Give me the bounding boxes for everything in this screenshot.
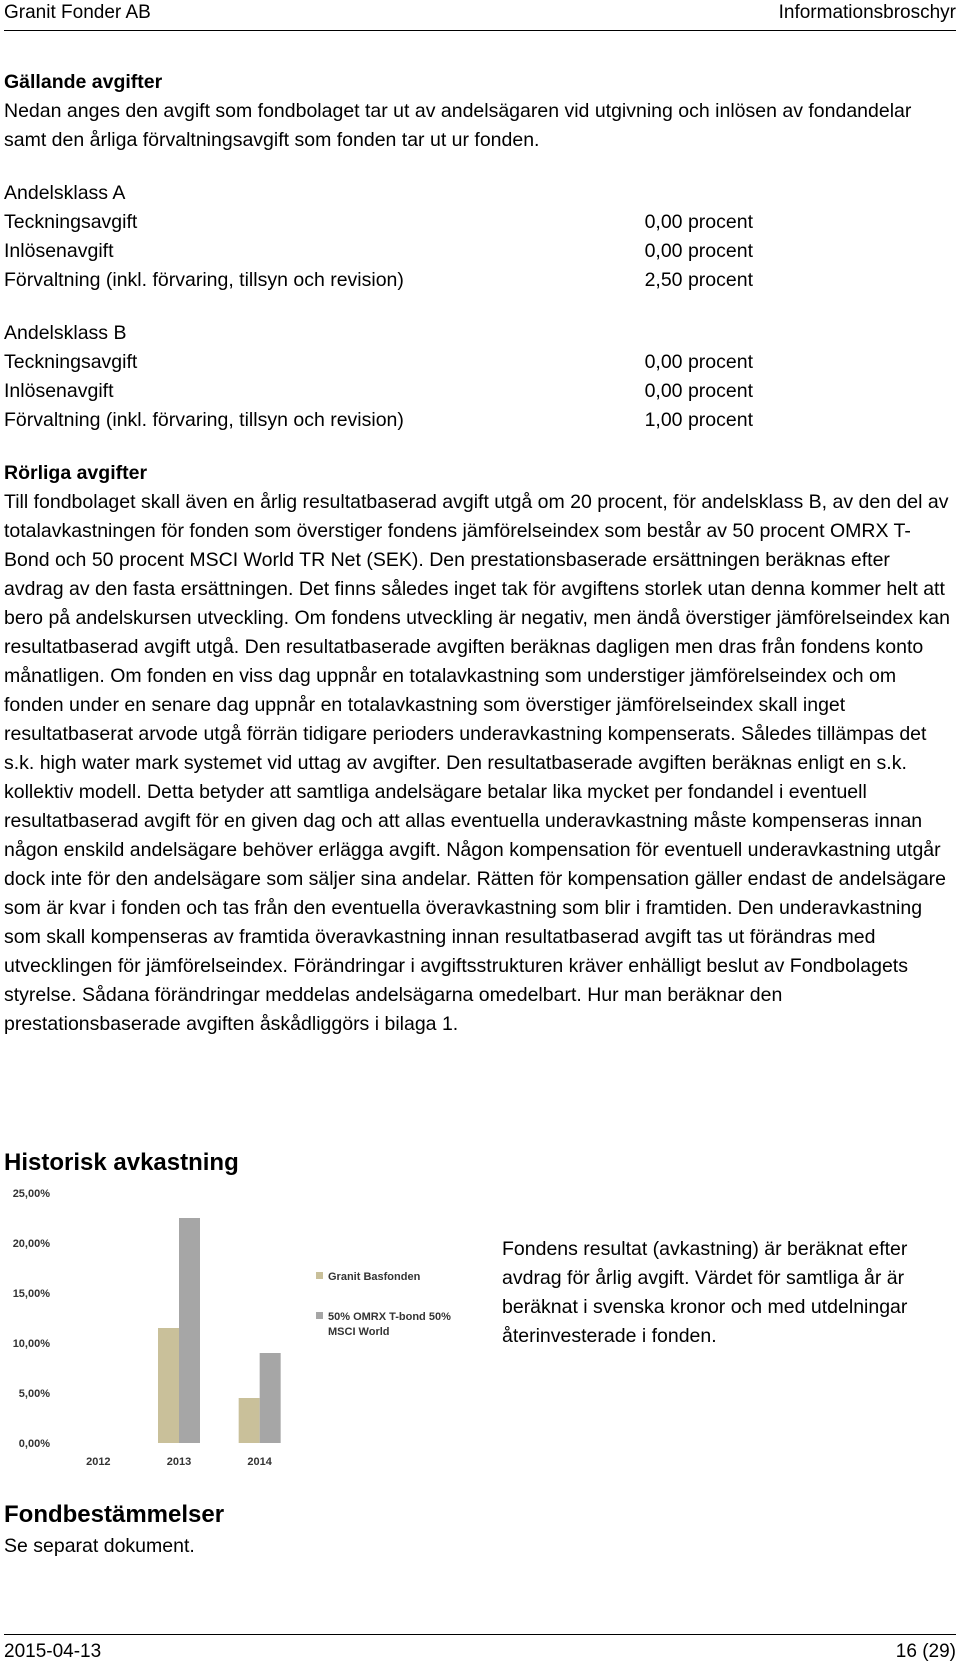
fee-class-b-name: Andelsklass B [4,322,127,344]
fee-value: 1,00 procent [644,409,753,431]
document-title: Informationsbroschyr [778,2,956,23]
current-fees-heading: Gällande avgifter [4,71,163,93]
page-footer [4,1634,956,1667]
y-tick-label: 15,00% [12,1288,50,1300]
fee-class-a [4,179,954,295]
y-tick-label: 5,00% [18,1388,50,1400]
fee-class-name [4,319,954,348]
legend-label: MSCI World [328,1326,390,1338]
fee-value: 0,00 procent [644,211,753,233]
fee-row [4,266,954,295]
x-tick-label: 2012 [86,1456,111,1468]
bar [239,1398,260,1443]
legend-label: Granit Basfonden [328,1271,421,1283]
fee-row [4,406,954,435]
fee-value: 0,00 procent [644,240,753,262]
fee-row [4,208,954,237]
x-tick-label: 2013 [166,1456,192,1468]
fee-label: Teckningsavgift [4,211,138,233]
main-content [4,68,954,1039]
fee-class-a-name: Andelsklass A [4,182,126,204]
page-header [4,0,956,31]
fee-label: Förvaltning (inkl. förvaring, tillsyn och revision) [4,409,404,431]
rules-heading: Fondbestämmelser [4,1501,225,1528]
fee-row [4,377,954,406]
history-chart [0,1185,480,1490]
legend-swatch [316,1272,323,1279]
variable-fees-text: Till fondbolaget skall även en årlig resultatbaserad avgift utgå om 20 procent, för andelsklass B, av den del av totalavkastningen för fonden som överstiger fondens jämförelseindex som består av 50 procent OMRX T-Bond och 50 procent MSCI World TR Net (SEK). Den prestationsbaserade ersättningen beräknas efter avdrag av den fasta ersättningen. Det finns således inget tak för avgiftens storlek utan denna kommer helt att bero på andelskursen utveckling. Om fondens utveckling är negativ, men ändå överstiger jämförelseindex kan resultatbaserad avgift utgå. Den resultatbaserade avgiften beräknas dagligen men dras från fondens konto månatligen. Om fonden en viss dag uppnår en totalavkastning som understiger jämförelseindex och om fonden under en senare dag uppnår en totalavkastning som överstiger jämförelseindex skall inget resultatbaserat arvode utgå förrän tidigare perioders underavkastning kompenserats. Således tillämpas det s.k. high water mark systemet vid uttag av avgifter. Den resultatbaserade avgiften beräknas enligt en s.k. kollektiv modell. Detta betyder att samtliga andelsägare betalar lika mycket per fondandel i eventuell resultatbaserad avgift för en given dag och att allas eventuella underavkastning måste kompenseras innan någon enskild andelsägare behöver erlägga avgift. Någon kompensation för eventuell underavkastning utgår dock inte för den andelsägare som säljer sina andelar. Rätten för kompensation gäller endast de andelsägare som är kvar i fonden och tas från den eventuella överavkastning som blir i framtiden. Den underavkastning som skall kompenseras av framtida överavkastning innan resultatbaserad avgift tas ut förändras med utvecklingen för jämförelseindex. Förändringar i avgiftsstrukturen kräver enhälligt beslut av Fondbolagets styrelse. Sådana förändringar meddelas andelsägarna omedelbart. Hur man beräknar den prestationsbaserade avgiften åskådliggörs i bilaga 1. [4,491,950,1035]
history-chart-svg [0,1185,480,1490]
legend-label: 50% OMRX T-bond 50% [328,1311,451,1323]
current-fees-intro: Nedan anges den avgift som fondbolaget tar ut av andelsägaren vid utgivning och inlösen av fondandelar samt den årliga förvaltningsavgift som fonden tar ut ur fonden. [4,100,912,151]
footer-date: 2015-04-13 [4,1641,102,1662]
history-note: Fondens resultat (avkastning) är beräknat efter avdrag för årlig avgift. Värdet för samtliga år är beräknat i svenska kronor och med utdelningar återinvesterade i fonden. [502,1238,908,1347]
y-tick-label: 10,00% [12,1338,50,1350]
fee-class-name [4,179,954,208]
fee-label: Förvaltning (inkl. förvaring, tillsyn och revision) [4,269,404,291]
bar [260,1353,281,1443]
footer-page-number: 16 (29) [895,1641,956,1662]
y-tick-label: 0,00% [18,1438,50,1450]
fee-row [4,237,954,266]
fee-label: Teckningsavgift [4,351,138,373]
fee-class-b [4,319,954,435]
variable-fees-heading: Rörliga avgifter [4,462,148,484]
legend-swatch [316,1312,323,1319]
y-tick-label: 20,00% [12,1238,50,1250]
bar [179,1218,200,1443]
x-tick-label: 2014 [247,1456,272,1468]
history-heading: Historisk avkastning [4,1149,239,1176]
company-name: Granit Fonder AB [4,2,151,23]
fee-row [4,348,954,377]
bar [158,1328,179,1443]
rules-text: Se separat dokument. [4,1535,195,1557]
y-tick-label: 25,00% [12,1188,50,1200]
fee-label: Inlösenavgift [4,380,114,402]
fee-value: 0,00 procent [644,351,753,373]
fee-value: 2,50 procent [644,269,753,291]
fee-label: Inlösenavgift [4,240,114,262]
fee-value: 0,00 procent [644,380,753,402]
